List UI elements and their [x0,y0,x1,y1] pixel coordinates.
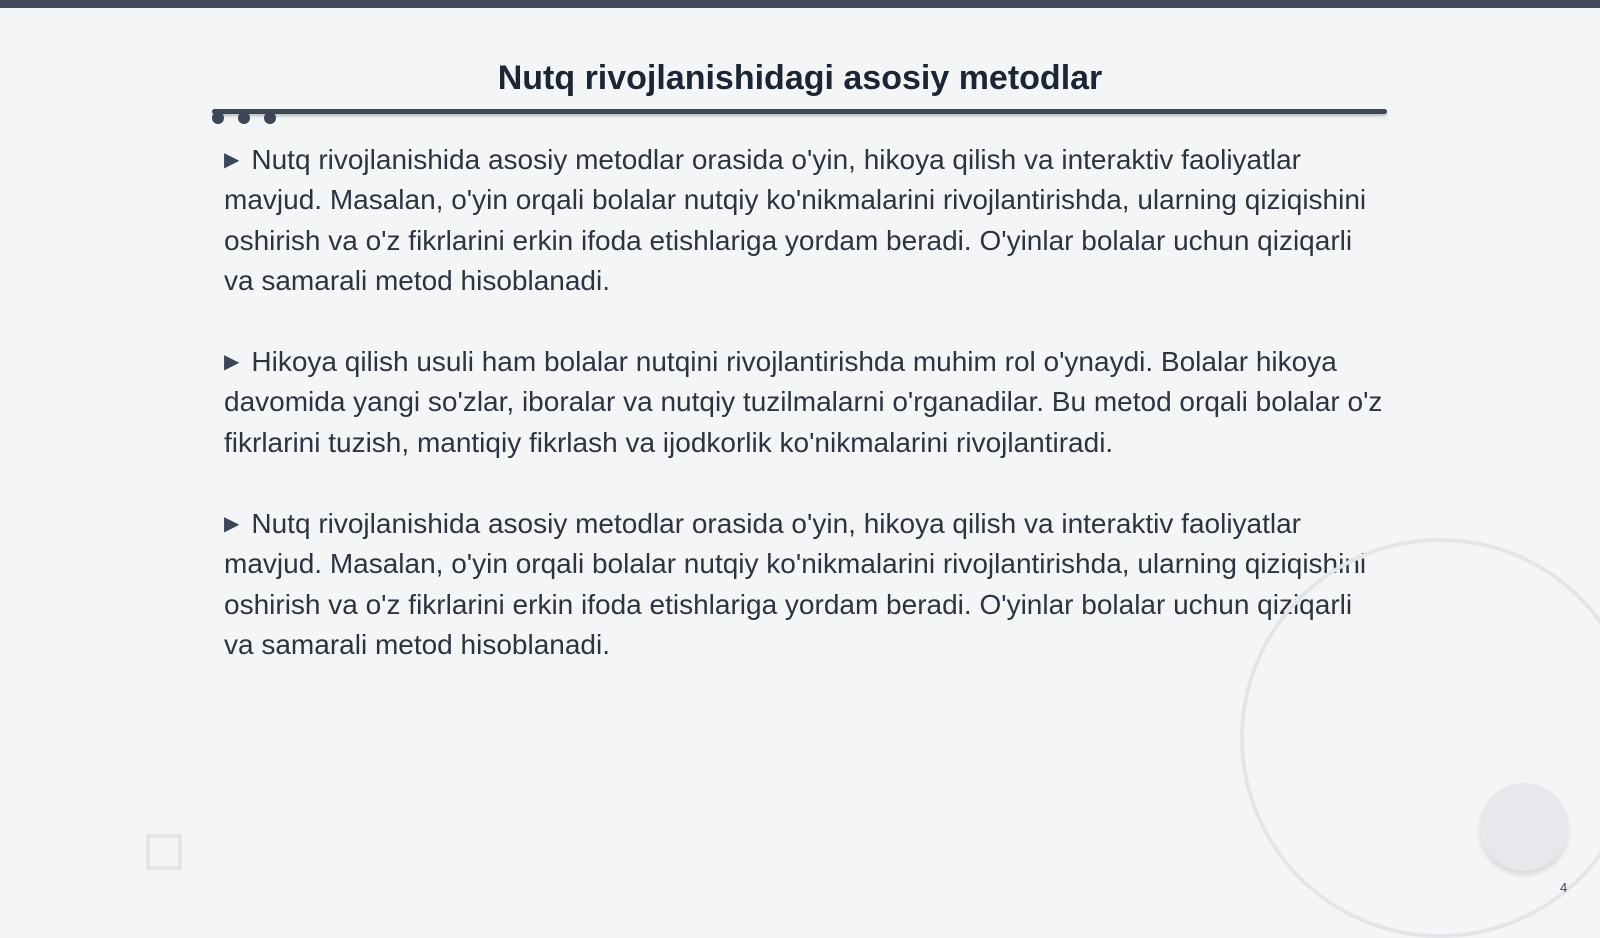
decorative-square [146,834,182,870]
bullet-text: Nutq rivojlanishida asosiy metodlar orasida o'yin, hikoya qilish va interaktiv faoliyatlar mavjud. Masalan, o'yin orqali bolalar nutqiy ko'nikmalarini rivojlantirishda, ularning qiziqishini oshirish va o'z fikrlarini erkin ifoda etishlariga yordam beradi. O'yinlar bolalar uchun qiziqarli va samarali metod hisoblanadi. [224,508,1367,660]
bullet-text: Hikoya qilish usuli ham bolalar nutqini rivojlantirishda muhim rol o'ynaydi. Bolalar hikoya davomida yangi so'zlar, iboralar va nutqiy tuzilmalarni o'rganadilar. Bu metod orqali bolalar o'z fikrlarini tuzish, mantiqiy fikrlash va ijodkorlik ko'nikmalarini rivojlantiradi. [224,346,1383,458]
triangle-bullet-icon: ▶ [224,149,240,171]
decorative-disc [1480,783,1568,871]
bullet-item [224,140,1384,301]
triangle-bullet-icon: ▶ [224,351,240,374]
rule-dot-3 [264,112,276,124]
bullet-text: Nutq rivojlanishida asosiy metodlar orasida o'yin, hikoya qilish va interaktiv faoliyatlar mavjud. Masalan, o'yin orqali bolalar nutqiy ko'nikmalarini rivojlantirishda, ularning qiziqishini oshirish va o'z fikrlarini erkin ifoda etishlariga yordam beradi. O'yinlar bolalar uchun qiziqarli va samarali metod hisoblanadi. [224,144,1367,296]
slide-title: Nutq rivojlanishidagi asosiy metodlar [497,59,1103,97]
bullet-item [224,504,1384,665]
page-number: 4 [1560,880,1568,895]
title-underline [212,109,1387,114]
bullet-item [224,342,1384,463]
rule-dot-2 [238,112,250,124]
triangle-bullet-icon: ▶ [224,513,240,536]
top-accent-bar [0,0,1600,8]
rule-dot-1 [212,112,224,124]
bullet-list [224,140,1384,706]
